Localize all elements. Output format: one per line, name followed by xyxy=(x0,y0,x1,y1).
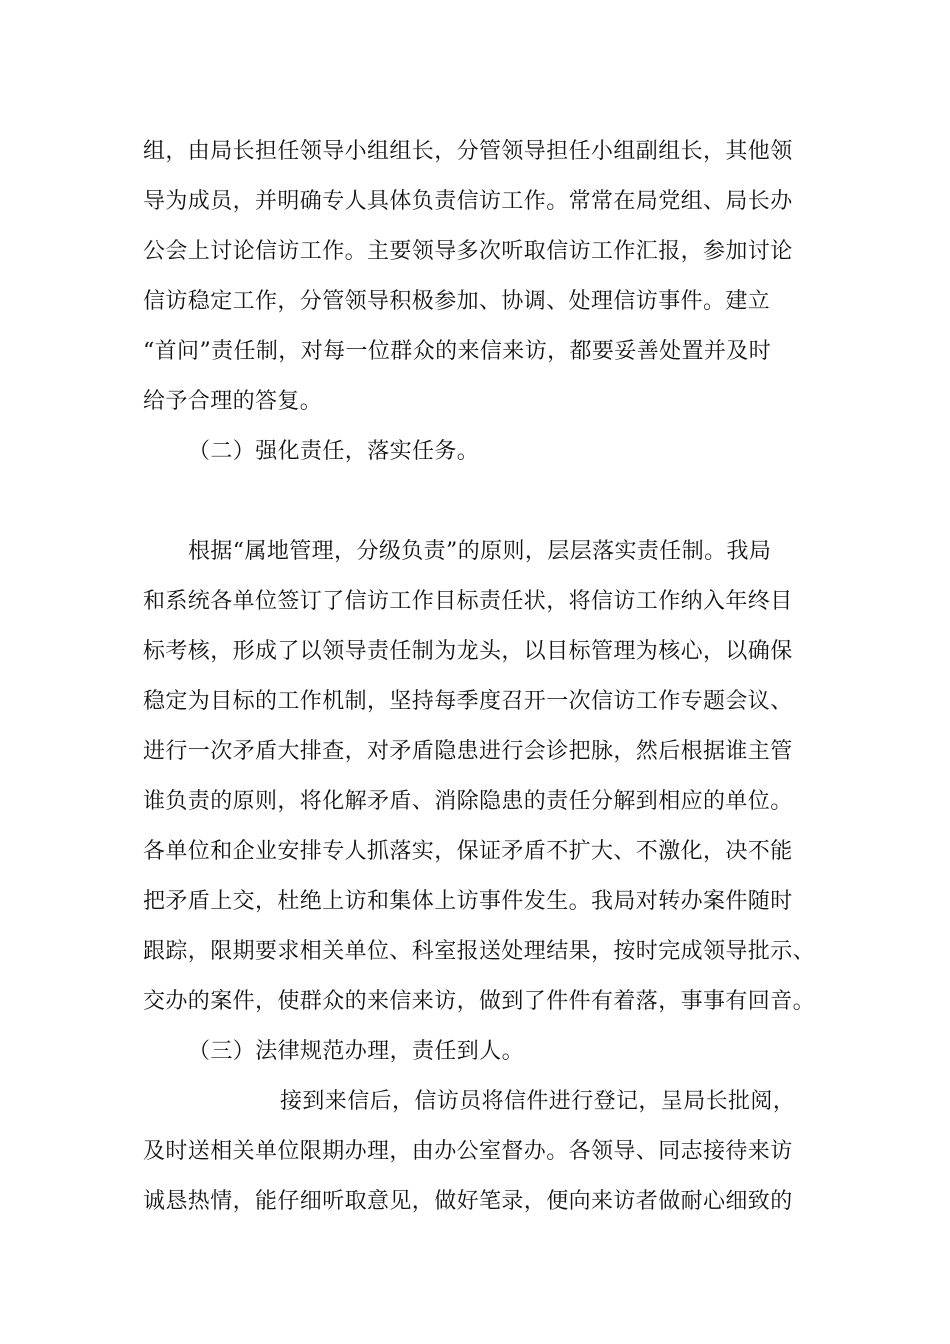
text-line: “首问”责任制，对每一位群众的来信来访，都要妥善处置并及时 xyxy=(143,339,772,364)
text-line: 各单位和企业安排专人抓落实，保证矛盾不扩大、不激化，决不能 xyxy=(143,839,793,864)
text-line: 信访稳定工作，分管领导积极参加、协调、处理信访事件。建立 xyxy=(143,289,771,314)
text-line: 进行一次矛盾大排查，对矛盾隐患进行会诊把脉，然后根据谁主管 xyxy=(143,739,793,764)
text-line: 组，由局长担任领导小组组长，分管领导担任小组副组长，其他领 xyxy=(143,139,793,164)
text-line: 公会上讨论信访工作。主要领导多次听取信访工作汇报，参加讨论 xyxy=(143,239,793,264)
section-heading: （二）强化责任，落实任务。 xyxy=(188,439,480,464)
text-line: 导为成员，并明确专人具体负责信访工作。常常在局党组、局长办 xyxy=(143,189,793,214)
text-line: 交办的案件，使群众的来信来访，做到了件件有着落，事事有回音。 xyxy=(143,989,816,1014)
text-line: 把矛盾上交，杜绝上访和集体上访事件发生。我局对转办案件随时 xyxy=(143,889,793,914)
text-line: 及时送相关单位限期办理，由办公室督办。各领导、同志接待来访 xyxy=(143,1139,793,1164)
section-heading: （三）法律规范办理，责任到人。 xyxy=(188,1039,525,1064)
text-line: 稳定为目标的工作机制，坚持每季度召开一次信访工作专题会议、 xyxy=(143,689,793,714)
text-line: 谁负责的原则，将化解矛盾、消除隐患的责任分解到相应的单位。 xyxy=(143,789,793,814)
text-line: 诚恳热情，能仔细听取意见，做好笔录，便向来访者做耐心细致的 xyxy=(143,1189,793,1214)
text-line: 接到来信后，信访员将信件进行登记，呈局长批阅， xyxy=(280,1089,796,1114)
text-line: 跟踪，限期要求相关单位、科室报送处理结果，按时完成领导批示、 xyxy=(143,939,816,964)
text-line: 给予合理的答复。 xyxy=(143,389,323,414)
text-line: 和系统各单位签订了信访工作目标责任状，将信访工作纳入年终目 xyxy=(143,589,793,614)
text-line: 根据“属地管理，分级负责”的原则，层层落实责任制。我局 xyxy=(188,539,772,564)
text-line: 标考核，形成了以领导责任制为龙头，以目标管理为核心，以确保 xyxy=(143,639,793,664)
